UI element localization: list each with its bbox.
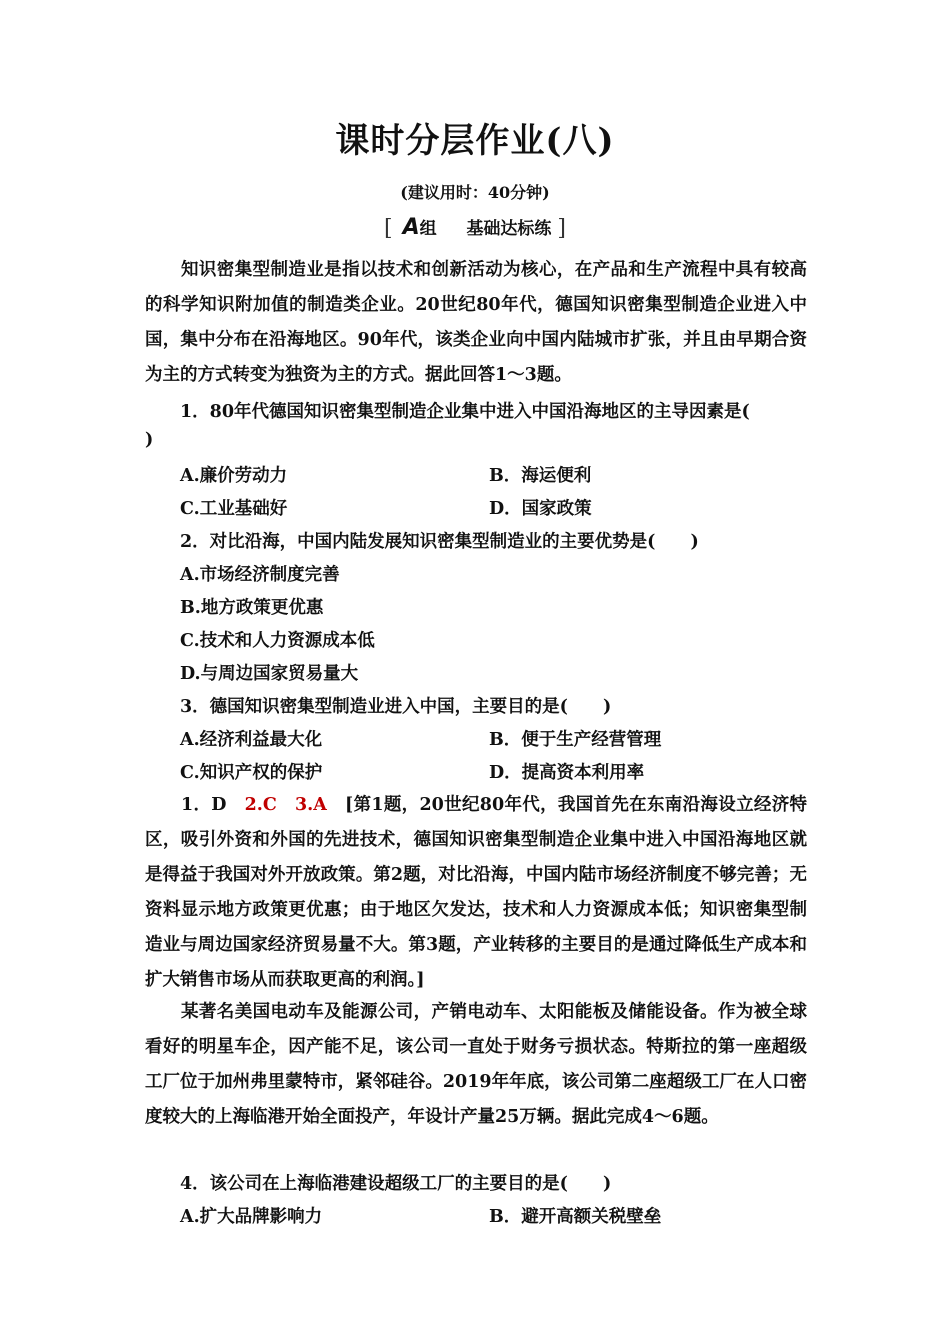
suggested-time: (建议用时：40分钟) — [400, 183, 550, 202]
page-title: 课时分层作业(八) — [335, 121, 615, 161]
question-4-stem: 4．该公司在上海临港建设超级工厂的主要目的是( ) — [180, 1174, 612, 1194]
question-3-stem: 3．德国知识密集型制造业进入中国，主要目的是( ) — [180, 697, 612, 717]
question-3-option-b: B．便于生产经营管理 — [489, 730, 662, 750]
answer-explanation: [第1题，20世纪80年代，我国首先在东南沿海设立经济特区，吸引外资和外国的先进技术，德国知识密集型制造企业集中进入中国沿海地区就是得益于我国对外开放政策。第2题，对比沿海，中国内陆市场经济制度不够完善；无资料显示地方政策更优惠；由于地区欠发达，技术和人力资源成本低；知识密集型制造业与周边国家经济贸易量不大。第3题，产业转移的主要目的是通过降低生产成本和扩大销售市场从而获取更高的利润。] — [145, 795, 808, 990]
passage-2: 某著名美国电动车及能源公司，产销电动车、太阳能板及储能设备。作为被全球看好的明星车企，因产能不足，该公司一直处于财务亏损状态。特斯拉的第一座超级工厂位于加州弗里蒙特市，紧邻硅谷。2019年年底，该公司第二座超级工厂在人口密度较大的上海临港开始全面投产，年设计产量25万辆。据此完成4～6题。 — [145, 1002, 807, 1127]
question-2-option-a: A.市场经济制度完善 — [180, 565, 340, 585]
answer-1: 1．D — [181, 795, 227, 815]
group-label: 组 — [419, 219, 437, 239]
question-2-option-c: C.技术和人力资源成本低 — [180, 631, 375, 651]
question-1-option-c: C.工业基础好 — [180, 499, 288, 519]
question-1-option-d: D．国家政策 — [489, 499, 592, 519]
answer-1-3 — [145, 788, 807, 998]
question-4-option-a: A.扩大品牌影响力 — [180, 1207, 323, 1227]
group-close-bracket: ] — [557, 216, 566, 241]
question-3-option-d: D．提高资本利用率 — [489, 763, 645, 783]
question-4-option-b: B．避开高额关税壁垒 — [489, 1207, 662, 1227]
group-letter: A — [402, 215, 420, 240]
question-3-option-c: C.知识产权的保护 — [180, 763, 323, 783]
answer-2: 2.C — [244, 795, 277, 815]
question-2-option-d: D.与周边国家贸易量大 — [180, 664, 359, 684]
group-header — [0, 214, 950, 241]
question-1-stem: 1．80年代德国知识密集型制造企业集中进入中国沿海地区的主导因素是( — [180, 402, 750, 422]
group-name: 基础达标练 — [466, 219, 552, 239]
question-1-stem-end: ) — [145, 430, 154, 450]
answer-3: 3.A — [294, 795, 327, 815]
group-open-bracket: [ — [384, 216, 393, 241]
question-2-option-b: B.地方政策更优惠 — [180, 598, 324, 618]
question-2-stem: 2．对比沿海，中国内陆发展知识密集型制造业的主要优势是( ) — [180, 532, 699, 552]
question-3-option-a: A.经济利益最大化 — [180, 730, 323, 750]
question-1-option-a: A.廉价劳动力 — [180, 466, 288, 486]
passage-1: 知识密集型制造业是指以技术和创新活动为核心，在产品和生产流程中具有较高的科学知识附加值的制造类企业。20世纪80年代，德国知识密集型制造企业进入中国，集中分布在沿海地区。90年代，该类企业向中国内陆城市扩张，并且由早期合资为主的方式转变为独资为主的方式。据此回答1～3题。 — [145, 260, 807, 385]
question-1-option-b: B．海运便利 — [489, 466, 592, 486]
